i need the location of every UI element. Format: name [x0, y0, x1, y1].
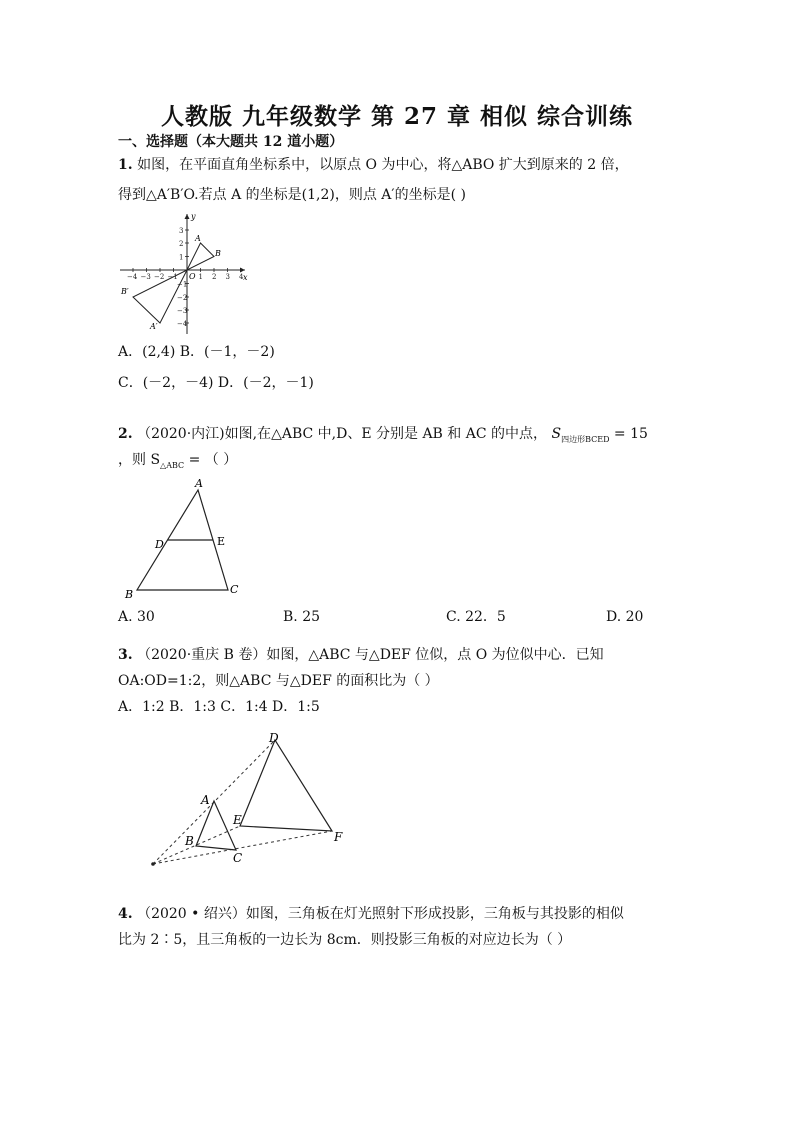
y-tick-label: −4 [177, 320, 188, 328]
question-4-number: 4. [118, 906, 133, 922]
point-b-label: B [185, 834, 194, 848]
center-point-o [151, 862, 155, 866]
y-tick-label: −1 [177, 280, 188, 289]
question-2-number: 2. [118, 426, 133, 442]
x-tick-label: 2 [212, 273, 217, 281]
point-d-label: D [155, 538, 164, 551]
point-f-label: F [334, 830, 343, 844]
point-a-label: A [201, 793, 210, 807]
question-2-text-1: （2020·内江)如图,在△ABC 中,D、E 分别是 AB 和 AC 的中点， [137, 426, 548, 442]
x-tick-label: 1 [198, 273, 203, 281]
x-tick-label: −4 [127, 273, 138, 281]
question-1-line-2: 得到△A′B′O.若点 A 的坐标是(1,2)，则点 A′的坐标是( ) [118, 187, 466, 203]
triangle-area-subscript: △ABC [160, 460, 185, 470]
x-tick-label: −1 [167, 273, 178, 281]
point-e-label: E [217, 535, 226, 548]
y-tick-label: 1 [179, 253, 184, 262]
ray-o-f [153, 831, 332, 864]
question-2-triangle-figure [118, 474, 248, 604]
question-4-text-1: （2020 • 绍兴）如图，三角板在灯光照射下形成投影，三角板与其投影的相似 [137, 906, 624, 922]
question-2-line-1 [118, 425, 648, 449]
point-e-label: E [233, 813, 242, 827]
point-a-label: A [195, 234, 201, 243]
question-2-option-b: B. 25 [283, 609, 321, 625]
triangle-abo [187, 243, 214, 270]
question-3-line-1 [118, 646, 604, 664]
question-3-text-1: （2020·重庆 B 卷）如图，△ABC 与△DEF 位似，点 O 为位似中心．已知 [137, 647, 604, 663]
area-symbol: S [551, 426, 562, 442]
point-c-label: C [230, 583, 239, 596]
x-tick-label: 4 [239, 273, 244, 281]
y-tick-label: −2 [177, 294, 188, 302]
area-subscript: 四边形BCED [561, 434, 610, 444]
question-3-options: A．1:2 B．1:3 C．1:4 D．1:5 [118, 699, 320, 715]
x-tick-label: −3 [140, 273, 151, 281]
question-2-option-a: A. 30 [118, 609, 155, 625]
point-d-label: D [269, 731, 279, 745]
point-b-label: B [215, 249, 221, 258]
question-1-number: 1. [118, 157, 133, 173]
point-a-prime-label: A′ [150, 322, 158, 331]
question-4-line-1 [118, 905, 624, 923]
page-title: 人教版 九年级数学 第 27 章 相似 综合训练 [160, 103, 634, 130]
y-axis-label: y [191, 212, 196, 221]
question-1-line-1 [118, 156, 629, 174]
question-2-line-2 [118, 451, 237, 475]
question-3-line-2: OA:OD=1:2，则△ABC 与△DEF 的面积比为（ ） [118, 673, 439, 689]
y-tick-label: 2 [179, 240, 184, 248]
triangle-def [240, 740, 332, 831]
y-tick-label: −3 [177, 307, 188, 315]
point-b-prime-label: B′ [121, 287, 129, 296]
question-4-line-2: 比为 2∶5，且三角板的一边长为 8cm．则投影三角板的对应边长为（ ） [118, 932, 572, 948]
point-a-label: A [195, 477, 203, 490]
question-2-blank: = （ ） [184, 452, 238, 468]
triangle-abc [196, 801, 236, 850]
question-3-homothety-figure [145, 728, 355, 873]
section-heading: 一、选择题（本大题共 12 道小题） [118, 134, 344, 150]
y-tick-label: 3 [179, 227, 184, 235]
question-1-options-row-1: A．(2,4) B．(－1，－2) [118, 344, 275, 360]
x-tick-label: 3 [225, 273, 230, 281]
origin-label: O [189, 272, 196, 281]
point-c-label: C [233, 851, 243, 865]
area-value: = 15 [609, 426, 648, 442]
y-axis-arrow [185, 214, 190, 219]
point-b-label: B [125, 588, 134, 601]
x-axis-label: x [243, 273, 248, 282]
x-tick-label: −2 [154, 273, 165, 281]
question-2-text-2: ，则 S [118, 452, 161, 468]
question-1-coordinate-figure [115, 210, 255, 335]
question-1-options-row-2: C．(－2，－4) D．(－2，－1) [118, 375, 314, 391]
question-2-option-d: D. 20 [606, 609, 644, 625]
question-1-text-1: 如图，在平面直角坐标系中，以原点 O 为中心，将△ABO 扩大到原来的 2 倍， [137, 157, 629, 173]
question-2-option-c: C. 22．5 [446, 609, 506, 625]
question-3-number: 3. [118, 647, 133, 663]
